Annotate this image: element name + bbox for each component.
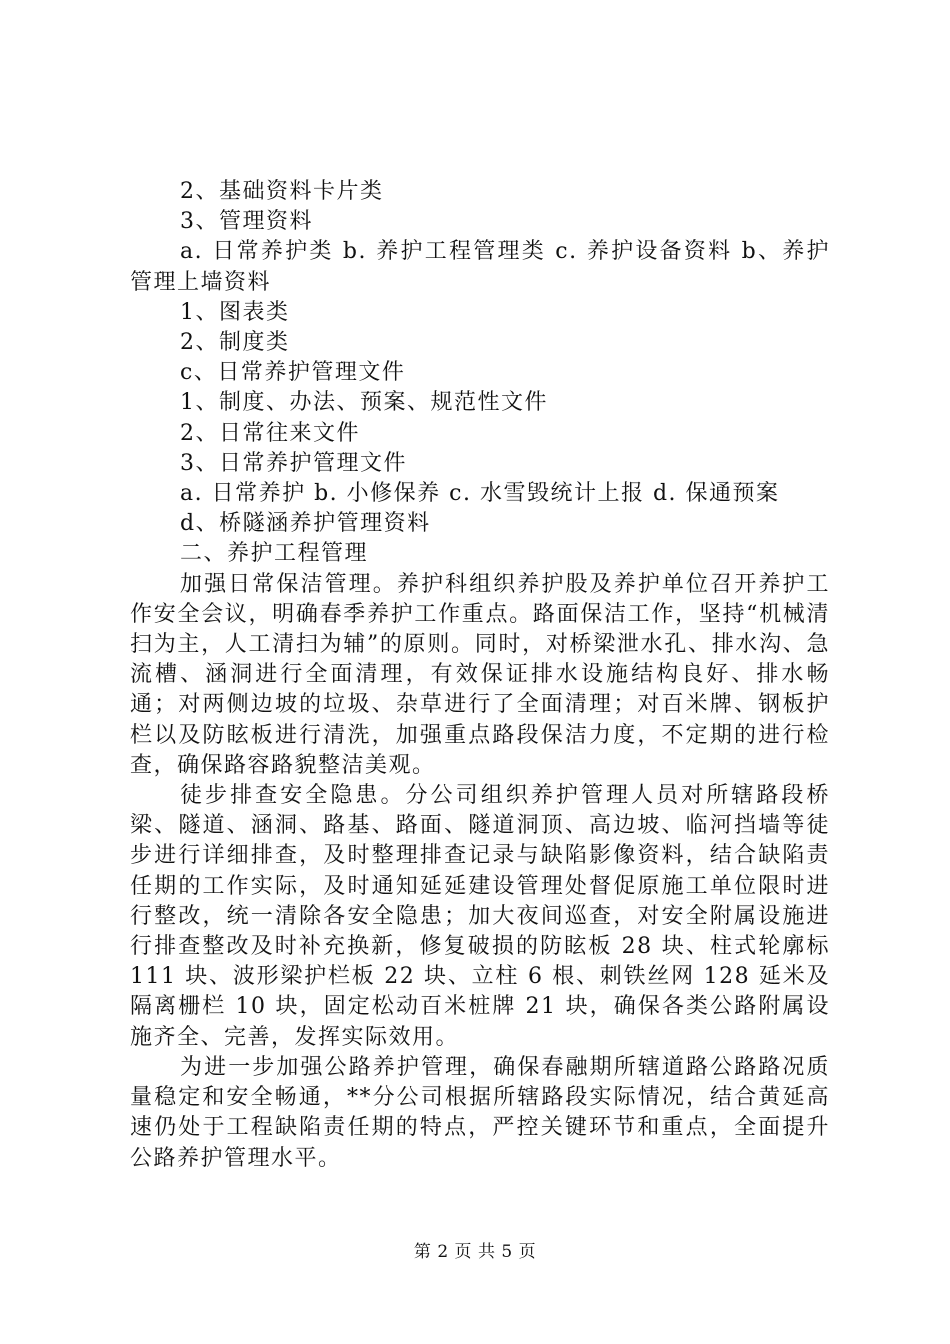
- page-number: 第 2 页 共 5 页: [413, 1242, 537, 1262]
- document-body: [130, 177, 830, 1174]
- list-item: 2、制度类: [180, 330, 290, 356]
- list-item: a. 日常养护 b. 小修保养 c. 水雪毁统计上报 d. 保通预案: [180, 481, 780, 507]
- list-item: 3、日常养护管理文件: [180, 450, 407, 476]
- paragraph: 加强日常保洁管理。养护科组织养护股及养护单位召开养护工作安全会议，明确春季养护工作重点。路面保洁工作，坚持“机械清扫为主，人工清扫为辅”的原则。同时，对桥梁泄水孔、排水沟、急流槽、涵洞进行全面清理，有效保证排水设施结构良好、排水畅通；对两侧边坡的垃圾、杂草进行了全面清理；对百米牌、钢板护栏以及防眩板进行清洗，加强重点路段保洁力度，不定期的进行检查，确保路容路貌整洁美观。: [130, 571, 830, 778]
- section-heading: 二、养护工程管理: [180, 541, 369, 567]
- paragraph: 为进一步加强公路养护管理，确保春融期所辖道路公路路况质量稳定和安全畅通，**分公司根据所辖路段实际情况，结合黄延高速仍处于工程缺陷责任期的特点，严控关键环节和重点，全面提升公路养护管理水平。: [130, 1054, 830, 1171]
- list-item: d、桥隧涵养护管理资料: [180, 511, 431, 537]
- list-item: 2、日常往来文件: [180, 420, 360, 446]
- list-item: 1、图表类: [180, 299, 290, 325]
- list-item: 2、基础资料卡片类: [180, 179, 384, 204]
- list-item: 1、制度、办法、预案、规范性文件: [180, 390, 548, 416]
- list-item: c、日常养护管理文件: [180, 360, 406, 386]
- list-item: 3、管理资料: [180, 209, 313, 235]
- paragraph: 徒步排查安全隐患。分公司组织养护管理人员对所辖路段桥梁、隧道、涵洞、路基、路面、隧道洞顶、高边坡、临河挡墙等徒步进行详细排查，及时整理排查记录与缺陷影像资料，结合缺陷责任期的工作实际，及时通知延延建设管理处督促原施工单位限时进行整改，统一清除各安全隐患；加大夜间巡查，对安全附属设施进行排查整改及时补充换新，修复破损的防眩板 28 块、柱式轮廓标 111 块、波形梁护栏板 22 块、立柱 6 根、刺铁丝网 128 延米及隔离栅栏 10 块，固定松动百米桩牌 21 块，确保各类公路附属设施齐全、完善，发挥实际效用。: [130, 783, 830, 1050]
- paragraph: a. 日常养护类 b. 养护工程管理类 c. 养护设备资料 b、养护管理上墙资料: [130, 239, 830, 295]
